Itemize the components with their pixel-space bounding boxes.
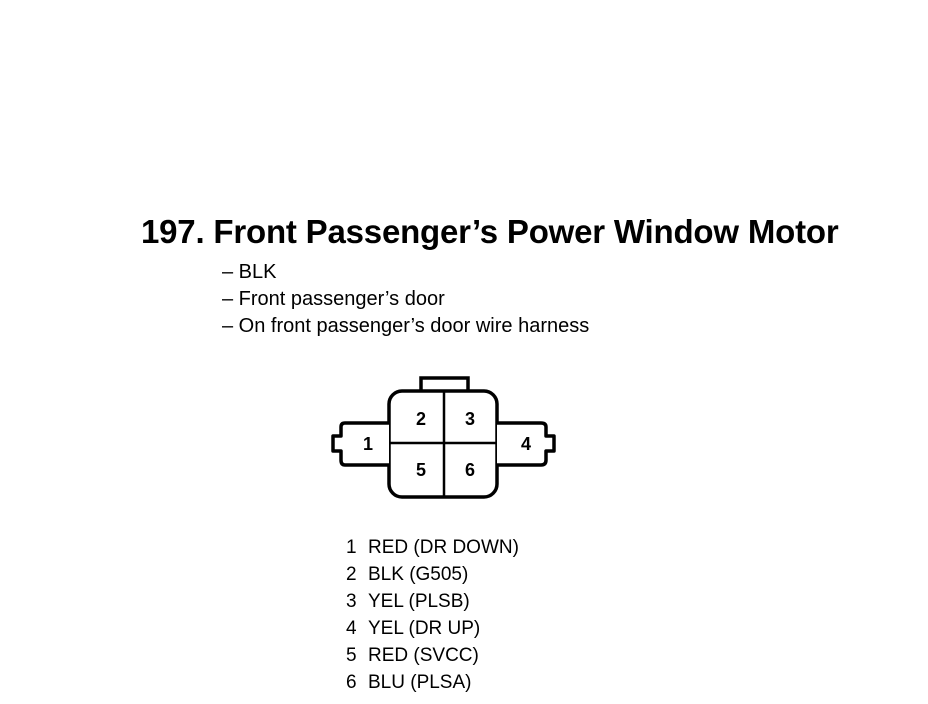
connector-location: – Front passenger’s door: [222, 288, 445, 310]
pin-label-6: 6: [464, 460, 476, 480]
pin-row: [346, 669, 519, 696]
pin-number: 4: [346, 618, 357, 639]
pin-label-5: 5: [415, 460, 427, 480]
pin-row: [346, 642, 519, 669]
pin-label-3: 3: [464, 409, 476, 429]
pin-label-2: 2: [415, 409, 427, 429]
pin-number: 5: [346, 645, 357, 666]
pin-description: YEL (PLSB): [368, 591, 470, 612]
pin-row: [346, 588, 519, 615]
pin-description: YEL (DR UP): [368, 618, 481, 639]
pin-row: [346, 534, 519, 561]
connector-left-ear: [333, 423, 389, 465]
pin-number: 2: [346, 564, 357, 585]
pin-row: [346, 615, 519, 642]
connector-harness: – On front passenger’s door wire harness: [222, 315, 590, 337]
pin-description: BLU (PLSA): [368, 672, 472, 693]
pin-number: 3: [346, 591, 357, 612]
pin-label-1: 1: [362, 434, 374, 454]
connector-color: – BLK: [222, 261, 277, 283]
pin-label-4: 4: [520, 434, 532, 454]
pin-description: RED (SVCC): [368, 645, 479, 666]
pin-number: 1: [346, 537, 357, 558]
pin-number: 6: [346, 672, 357, 693]
pin-row: [346, 561, 519, 588]
page-title: 197. Front Passenger’s Power Window Motor: [141, 213, 839, 250]
pin-description: RED (DR DOWN): [368, 537, 519, 558]
pin-list: [346, 534, 519, 696]
connector-details: [222, 259, 589, 340]
pin-description: BLK (G505): [368, 564, 469, 585]
connector-diagram: [320, 370, 570, 505]
